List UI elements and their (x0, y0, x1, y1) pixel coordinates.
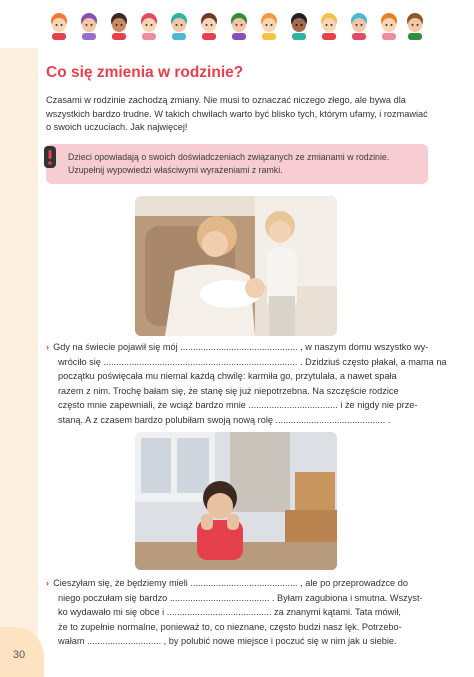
story1-line-text: Gdy na świecie pojawił się mój .............................................. , w naszym domu wszystko wy- (53, 342, 429, 352)
page-number: 30 (12, 649, 26, 661)
child-face-icon (228, 12, 250, 40)
story2-line-text: Cieszyłam się, że będziemy mieli .......................................... , ale po przeprowadzce do (53, 578, 408, 588)
children-faces-row (48, 12, 428, 42)
intro-paragraph: Czasami w rodzinie zachodzą zmiany. Nie musi to oznaczać niczego złego, ale bywa dla wszystkich bardzo trudne. W takich chwilach warto być blisko tych, którym ufamy, i rozmawiać o swoich uczuciach. Jak najwięcej! (46, 95, 428, 132)
child-face-icon (348, 12, 370, 40)
story1-line: wróciło się ............................................................................ . Dzidziuś często płakał, a mama na (58, 356, 447, 367)
header-band (0, 0, 474, 48)
story2-line: ko wydawało mi się obce i ......................................... za znanymi kątami. Tata mówił, (58, 607, 401, 618)
photo-mother-baby-girl (135, 196, 337, 336)
photo-sad-girl-boxes (135, 432, 337, 570)
child-face-icon (78, 12, 100, 40)
task-instruction-box (46, 144, 428, 184)
child-face-icon (318, 12, 340, 40)
story-paragraph-2 (46, 576, 431, 649)
story2-line: niego poczułam się bardzo ....................................... . Byłam zagubiona i smutna. Wszyst- (58, 592, 423, 603)
child-face-icon (48, 12, 70, 40)
story1-line: często mnie zapewniali, że wciąż bardzo mnie ................................... i że nigdy nie prze- (58, 400, 418, 411)
page-title: Co się zmienia w rodzinie? (46, 64, 244, 81)
chevron-right-icon: › (46, 578, 50, 588)
child-face-icon (258, 12, 280, 40)
child-face-icon (404, 12, 426, 40)
task-text: Dzieci opowiadają o swoich doświadczeniach związanych ze zmianami w rodzinie. Uzupełnij wypowiedzi właściwymi wyrażeniami z ramki. (68, 152, 390, 175)
story2-line (46, 576, 431, 591)
page-margin-strip (0, 48, 38, 677)
story1-line: początku poświęcała mu niemal każdą chwilę: karmiła go, przytulała, a nawet spała (58, 371, 397, 382)
child-face-icon (108, 12, 130, 40)
child-face-icon (138, 12, 160, 40)
child-face-icon (378, 12, 400, 40)
child-face-icon (168, 12, 190, 40)
child-face-icon (288, 12, 310, 40)
story2-line: wałam ............................. , by polubić nowe miejsce i poczuć się w nim jak u siebie. (58, 636, 397, 647)
child-face-icon (198, 12, 220, 40)
story1-line (46, 340, 431, 355)
exclamation-icon (43, 146, 57, 168)
story1-line: razem z nim. Trochę bałam się, że stanę się już niepotrzebna. Na szczęście rodzice (58, 385, 399, 396)
story-paragraph-1 (46, 340, 447, 428)
chevron-right-icon: › (46, 342, 50, 352)
story1-line: staną. A z czasem bardzo polubiłam swoją nową rolę ........................................... . (58, 414, 391, 425)
story2-line: że to zupełnie normalne, ponieważ to, co nieznane, często budzi nasz lęk. Potrzebo- (58, 621, 402, 632)
